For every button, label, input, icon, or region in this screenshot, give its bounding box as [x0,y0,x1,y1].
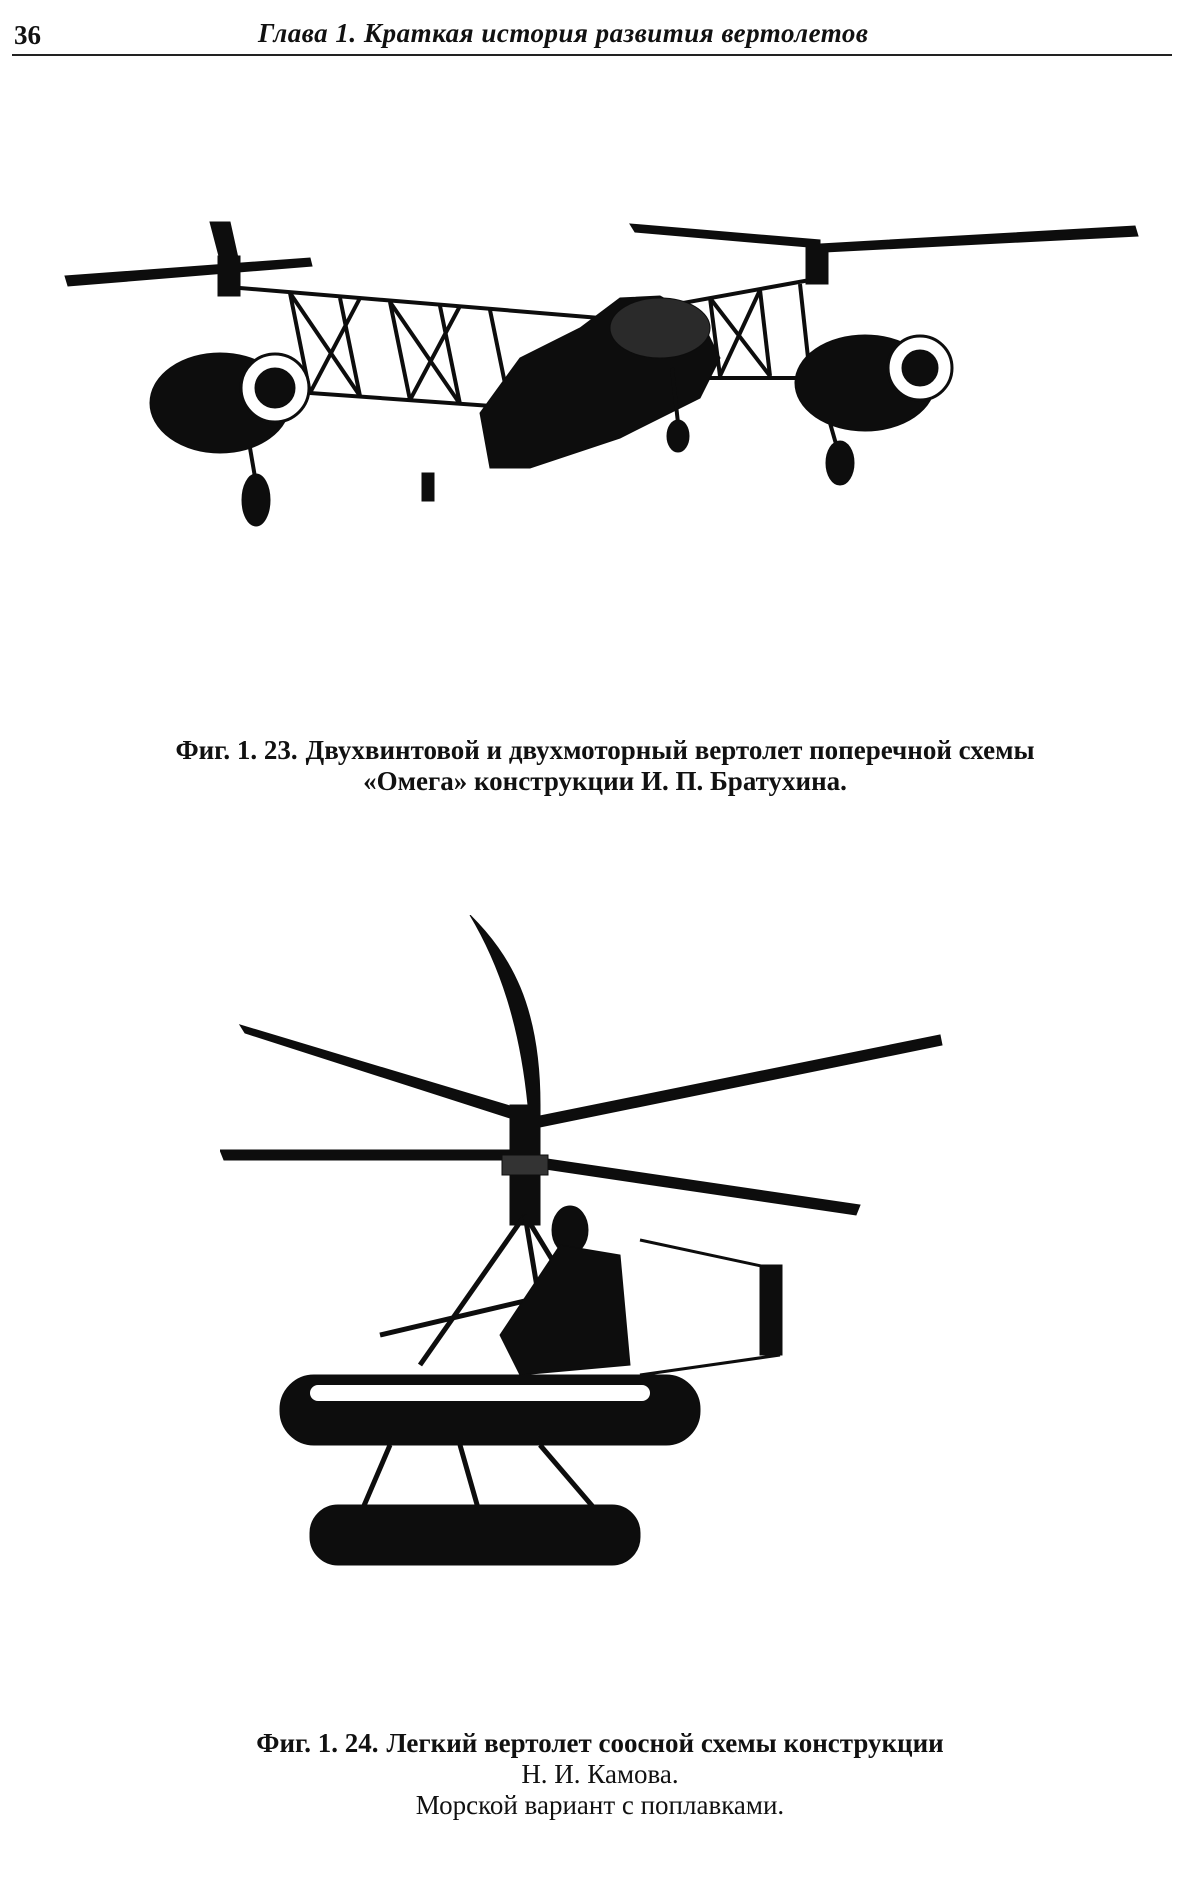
figure-number: Фиг. 1. 24. [256,1728,379,1758]
caption-line: «Омега» конструкции И. П. Братухина. [363,766,847,796]
header-rule [12,54,1172,56]
page-number: 36 [14,20,41,50]
figure-kamov-helicopter [220,915,960,1635]
figure-caption-1-24 [150,1728,1050,1821]
figure-omega-helicopter [60,218,1140,638]
page-header [12,18,1172,56]
caption-line: Легкий вертолет соосной схемы конструкции [386,1728,944,1758]
caption-line: Морской вариант с поплавками. [415,1790,785,1820]
omega-helicopter-illustration [60,218,1140,638]
caption-line: Н. И. Камова. [521,1759,679,1789]
figure-number: Фиг. 1. 23. [175,735,298,765]
caption-line: Двухвинтовой и двухмоторный вертолет поперечной схемы [305,735,1035,765]
figure-caption-1-23 [80,735,1130,797]
running-title: Глава 1. Краткая история развития вертолетов [258,18,869,48]
kamov-helicopter-illustration [220,915,960,1635]
